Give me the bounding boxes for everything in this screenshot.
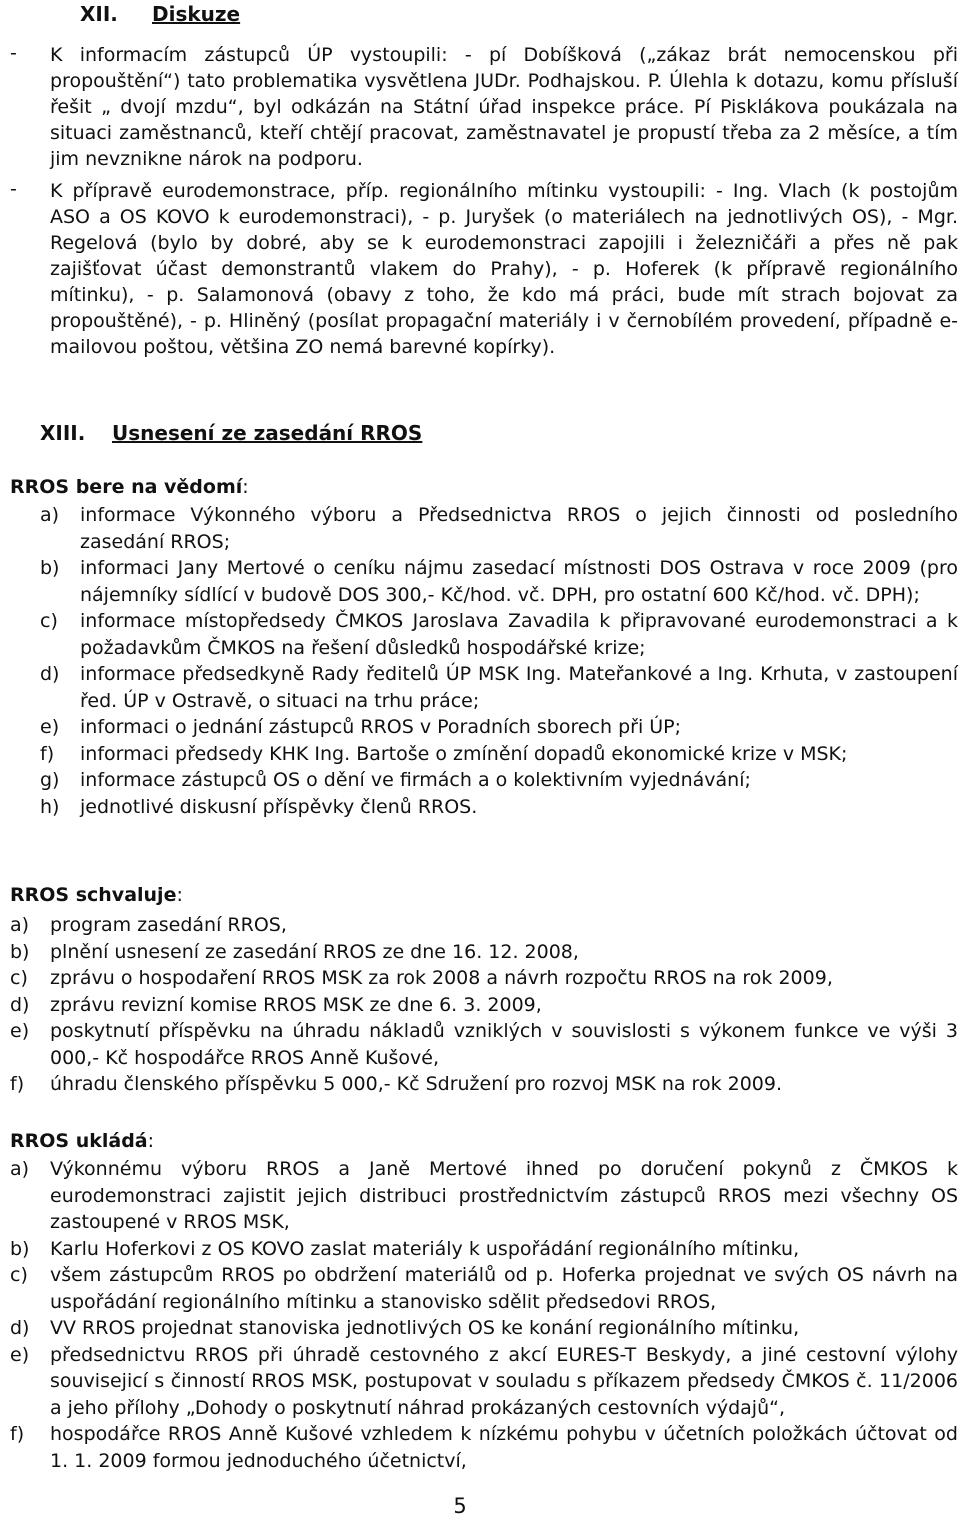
list-item [40, 767, 958, 794]
list-text: K informacím zástupců ÚP vystoupili: - pí Dobíšková („zákaz brát nemocenskou při propouštění“) tato problematika vysvětlena JUDr. Podhajskou. P. Úlehla k dotazu, komu přísluší řešit „ dvojí mzdu“, byl odkázán na Státní úřad inspekce práce. Pí Pisklákova poukázala na situaci zaměstnanců, kteří chtějí pracovat, zaměstnavatel je propustí třeba za 2 měsíce, a tím jim nevznikne nárok na podporu. [50, 44, 958, 170]
list-text: informace zástupců OS o dění ve firmách a o kolektivním vyjednávání; [80, 769, 751, 791]
list-item [40, 714, 958, 741]
page-number: 5 [453, 1494, 467, 1518]
list-marker: b) [40, 557, 60, 579]
list-marker: d) [40, 663, 60, 685]
list-marker: b) [10, 940, 30, 963]
list-marker: d) [10, 993, 30, 1016]
list-text: zprávu o hospodaření RROS MSK za rok 2008 a návrh rozpočtu RROS na rok 2009, [50, 967, 833, 989]
list-marker: c) [10, 1264, 28, 1286]
list-marker: h) [40, 795, 60, 818]
list-text: informaci Jany Mertové o ceníku nájmu zasedací místnosti DOS Ostrava v roce 2009 (pro nájemníky sídlící v budově DOS 300,- Kč/hod. vč. DPH, pro ostatní 600 Kč/hod. vč. DPH); [80, 557, 958, 606]
list-item [10, 992, 958, 1019]
list-marker: f) [40, 742, 55, 765]
label-bold: RROS bere na vědomí [10, 476, 243, 498]
uklada-list [10, 1156, 958, 1474]
list-item [40, 661, 958, 714]
list-item [10, 1018, 958, 1071]
subsection-label [10, 1130, 154, 1152]
list-item [40, 794, 958, 821]
subsection-label [10, 884, 183, 906]
list-marker: - [10, 178, 17, 200]
list-item [10, 1262, 958, 1315]
section-title: Usnesení ze zasedání RROS [112, 421, 423, 445]
list-text: Výkonnému výboru RROS a Janě Mertové ihned po doručení pokynů z ČMKOS k eurodemonstraci zajistit jejich distribuci prostřednictvím zástupců RROS mezi všechny OS zastoupené v RROS MSK, [50, 1158, 958, 1233]
list-item [10, 1421, 958, 1474]
list-item [40, 741, 958, 768]
list-marker: - [10, 42, 17, 64]
list-text: K přípravě eurodemonstrace, příp. regionálního mítinku vystoupili: - Ing. Vlach (k postojům ASO a OS KOVO k eurodemonstraci), - p. Juryšek (o materiálech na jednotlivých OS), - Mgr. Regelová (bylo by dobré, aby se k eurodemonstraci zapojili i železničáři a přes ně pak zajišťovat účast demonstrantů vlakem do Prahy), - p. Hoferek (k přípravě regionálního mítinku), - p. Salamonová (obavy z toho, že kdo má práci, bude mít strach bojovat za propouštěné), - p. Hliněný (posílat propagační materiály i v černobílém provedení, případně e-mailovou poštou, většina ZO nemá barevné kopírky). [50, 180, 958, 358]
list-marker: f) [10, 1073, 25, 1095]
list-marker: g) [40, 769, 60, 791]
list-item [10, 912, 958, 939]
list-text: informace předsedkyně Rady ředitelů ÚP MSK Ing. Mateřankové a Ing. Krhuta, v zastoupení řed. ÚP v Ostravě, o situaci na trhu práce; [80, 663, 958, 712]
list-text: poskytnutí příspěvku na úhradu nákladů vzniklých v souvislosti s výkonem funkce ve výši 3 000,- Kč hospodářce RROS Anně Kušové, [50, 1020, 958, 1069]
list-item [40, 555, 958, 608]
list-text: hospodářce RROS Anně Kušové vzhledem k nízkému pohybu v účetních položkách účtovat od 1. 1. 2009 formou jednoduchého účetnictví, [50, 1423, 958, 1472]
list-text: předsednictvu RROS při úhradě cestovného z akcí EURES-T Beskydy, a jiné cestovní výlohy souvisejicí s činností RROS MSK, postupovat v souladu s příkazem předsedy ČMKOS č. 11/2006 a jeho přílohy „Dohody o poskytnutí náhrad prokázaných cestovních výdajů“, [50, 1343, 958, 1419]
list-item [40, 608, 958, 661]
section-number: XIII. [40, 421, 86, 445]
list-marker: a) [10, 914, 30, 936]
section-12-heading [80, 2, 240, 26]
list-marker: d) [10, 1317, 30, 1339]
label-suffix: : [147, 1130, 155, 1152]
list-marker: c) [40, 610, 58, 632]
list-item [10, 1236, 958, 1263]
bere-na-vedomi-list [40, 502, 958, 820]
list-text: informaci předsedy KHK Ing. Bartoše o zmínění dopadů ekonomické krize v MSK; [80, 742, 848, 765]
section-number: XII. [80, 2, 118, 26]
section-title: Diskuze [152, 2, 241, 26]
list-item [10, 965, 958, 992]
list-item [10, 1071, 958, 1098]
list-text: zprávu revizní komise RROS MSK ze dne 6. 3. 2009, [50, 993, 542, 1016]
list-marker: e) [10, 1020, 30, 1042]
list-item [10, 1342, 958, 1422]
label-suffix: : [242, 476, 249, 498]
list-marker: f) [10, 1423, 25, 1445]
list-text: program zasedání RROS, [50, 914, 287, 936]
list-text: informace Výkonného výboru a Předsednictva RROS o jejich činnosti od posledního zasedání RROS; [80, 504, 958, 553]
list-item [10, 1315, 958, 1342]
list-marker: e) [10, 1343, 30, 1366]
list-text: informace místopředsedy ČMKOS Jaroslava Zavadila k připravované eurodemonstraci a k požadavkům ČMKOS na řešení důsledků hospodářské krize; [80, 610, 958, 659]
list-text: informaci o jednání zástupců RROS v Poradních sborech při ÚP; [80, 716, 682, 738]
list-text: všem zástupcům RROS po obdržení materiálů od p. Hoferka projednat ve svých OS návrh na uspořádání regionálního mítinku a stanovisko sdělit předsedovi RROS, [50, 1264, 958, 1313]
list-text: Karlu Hoferkovi z OS KOVO zaslat materiály k uspořádání regionálního mítinku, [50, 1237, 800, 1260]
list-marker: c) [10, 967, 28, 989]
list-marker: b) [10, 1237, 30, 1260]
list-marker: e) [40, 716, 60, 738]
label-bold: RROS ukládá [10, 1130, 148, 1152]
schvaluje-list [10, 912, 958, 1098]
subsection-label [10, 476, 249, 498]
list-text: VV RROS projednat stanoviska jednotlivých OS ke konání regionálního mítinku, [50, 1317, 800, 1339]
list-item [10, 178, 958, 360]
list-item [10, 939, 958, 966]
discussion-list [10, 42, 958, 360]
label-suffix: : [176, 884, 183, 906]
list-item [10, 1156, 958, 1236]
label-bold: RROS schvaluje [10, 884, 177, 906]
list-marker: a) [40, 504, 60, 526]
list-item [10, 42, 958, 172]
list-item [40, 502, 958, 555]
list-marker: a) [10, 1158, 30, 1180]
list-text: jednotlivé diskusní příspěvky členů RROS. [80, 795, 478, 818]
list-text: úhradu členského příspěvku 5 000,- Kč Sdružení pro rozvoj MSK na rok 2009. [50, 1073, 783, 1095]
list-text: plnění usnesení ze zasedání RROS ze dne 16. 12. 2008, [50, 940, 579, 963]
section-13-heading [40, 421, 422, 445]
